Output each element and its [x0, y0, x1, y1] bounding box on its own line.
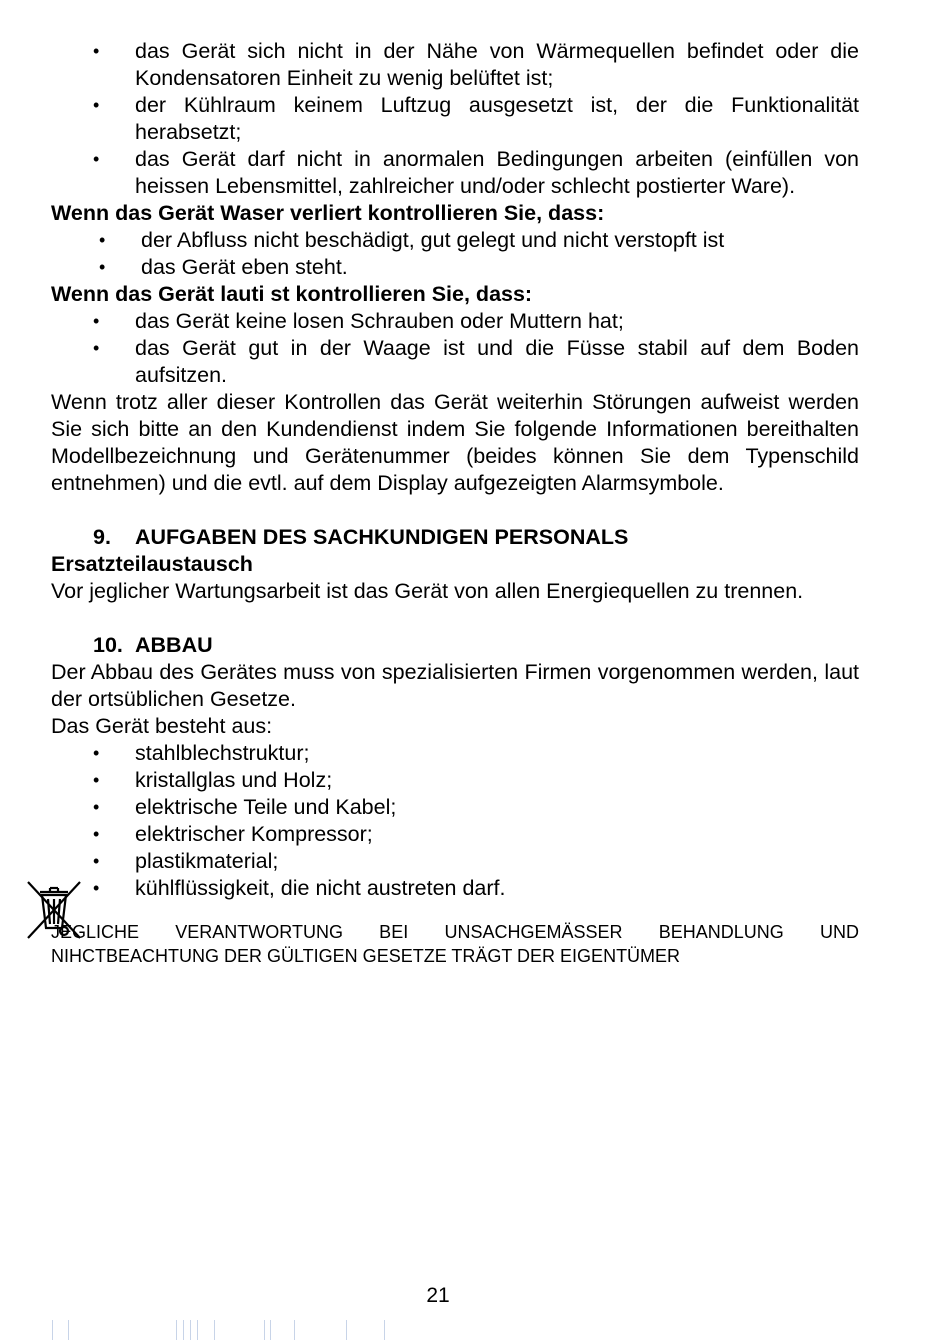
- section-9-heading: [51, 524, 859, 551]
- noise-heading: Wenn das Gerät lauti st kontrollieren Sie, dass:: [51, 282, 533, 306]
- list-item: • der Abfluss nicht beschädigt, gut gelegt und nicht verstopft ist: [51, 227, 859, 254]
- list-item: • kristallglas und Holz;: [51, 767, 859, 794]
- disclaimer: JEGLICHE VERANTWORTUNG BEI UNSACHGEMÄSSER BEHANDLUNG UND NIHCTBEACHTUNG DER GÜLTIGEN GESETZE TRÄGT DER EIGENTÜMER: [51, 922, 859, 966]
- section-10-title: ABBAU: [135, 633, 213, 657]
- list-item: • das Gerät eben steht.: [51, 254, 859, 281]
- list-item: • stahlblechstruktur;: [51, 740, 859, 767]
- document-page: [51, 38, 859, 968]
- intro-list: [51, 38, 859, 200]
- list-item: • das Gerät sich nicht in der Nähe von Wärmequellen befindet oder die Kondensatoren Einheit zu wenig belüftet ist;: [51, 38, 859, 92]
- materials-list: [51, 740, 859, 902]
- list-item: • das Gerät darf nicht in anormalen Bedingungen arbeiten (einfüllen von heissen Lebensmittel, zahlreicher und/oder schlecht postierter Ware).: [51, 146, 859, 200]
- list-item: • der Kühlraum keinem Luftzug ausgesetzt ist, der die Funktionalität herabsetzt;: [51, 92, 859, 146]
- water-list: [51, 227, 859, 281]
- service-paragraph: Wenn trotz aller dieser Kontrollen das Gerät weiterhin Störungen aufweist werden Sie sich bitte an den Kundendienst indem Sie folgende Informationen bereithalten Modellbezeichnung und Gerätenummer (beides können Sie dem Typenschild entnehmen) und die evtl. auf dem Display aufgezeigten Alarmsymbole.: [51, 390, 859, 495]
- list-item: • elektrische Teile und Kabel;: [51, 794, 859, 821]
- section-9-number: 9.: [93, 525, 111, 549]
- section-10-text: Der Abbau des Gerätes muss von spezialisierten Firmen vorgenommen werden, laut der ortsüblichen Gesetze.: [51, 660, 859, 711]
- list-item: • das Gerät gut in der Waage ist und die Füsse stabil auf dem Boden aufsitzen.: [51, 335, 859, 389]
- consists-label: Das Gerät besteht aus:: [51, 714, 273, 738]
- section-10-heading: [51, 632, 859, 659]
- section-10-number: 10.: [93, 633, 123, 657]
- list-item: • plastikmaterial;: [51, 848, 859, 875]
- list-item: • elektrischer Kompressor;: [51, 821, 859, 848]
- section-9-text: Vor jeglicher Wartungsarbeit ist das Gerät von allen Energiequellen zu trennen.: [51, 579, 804, 603]
- water-heading: Wenn das Gerät Waser verliert kontrollieren Sie, dass:: [51, 201, 605, 225]
- footer-scan-marks: [50, 1320, 450, 1340]
- crossed-out-wheelie-bin-icon: [24, 878, 84, 942]
- noise-list: [51, 308, 859, 389]
- section-9-subheading: Ersatzteilaustausch: [51, 552, 253, 576]
- list-item: • das Gerät keine losen Schrauben oder Muttern hat;: [51, 308, 859, 335]
- list-item: • kühlflüssigkeit, die nicht austreten darf.: [51, 875, 859, 902]
- page-number: 21: [426, 1284, 450, 1307]
- section-9-title: AUFGABEN DES SACHKUNDIGEN PERSONALS: [135, 525, 629, 549]
